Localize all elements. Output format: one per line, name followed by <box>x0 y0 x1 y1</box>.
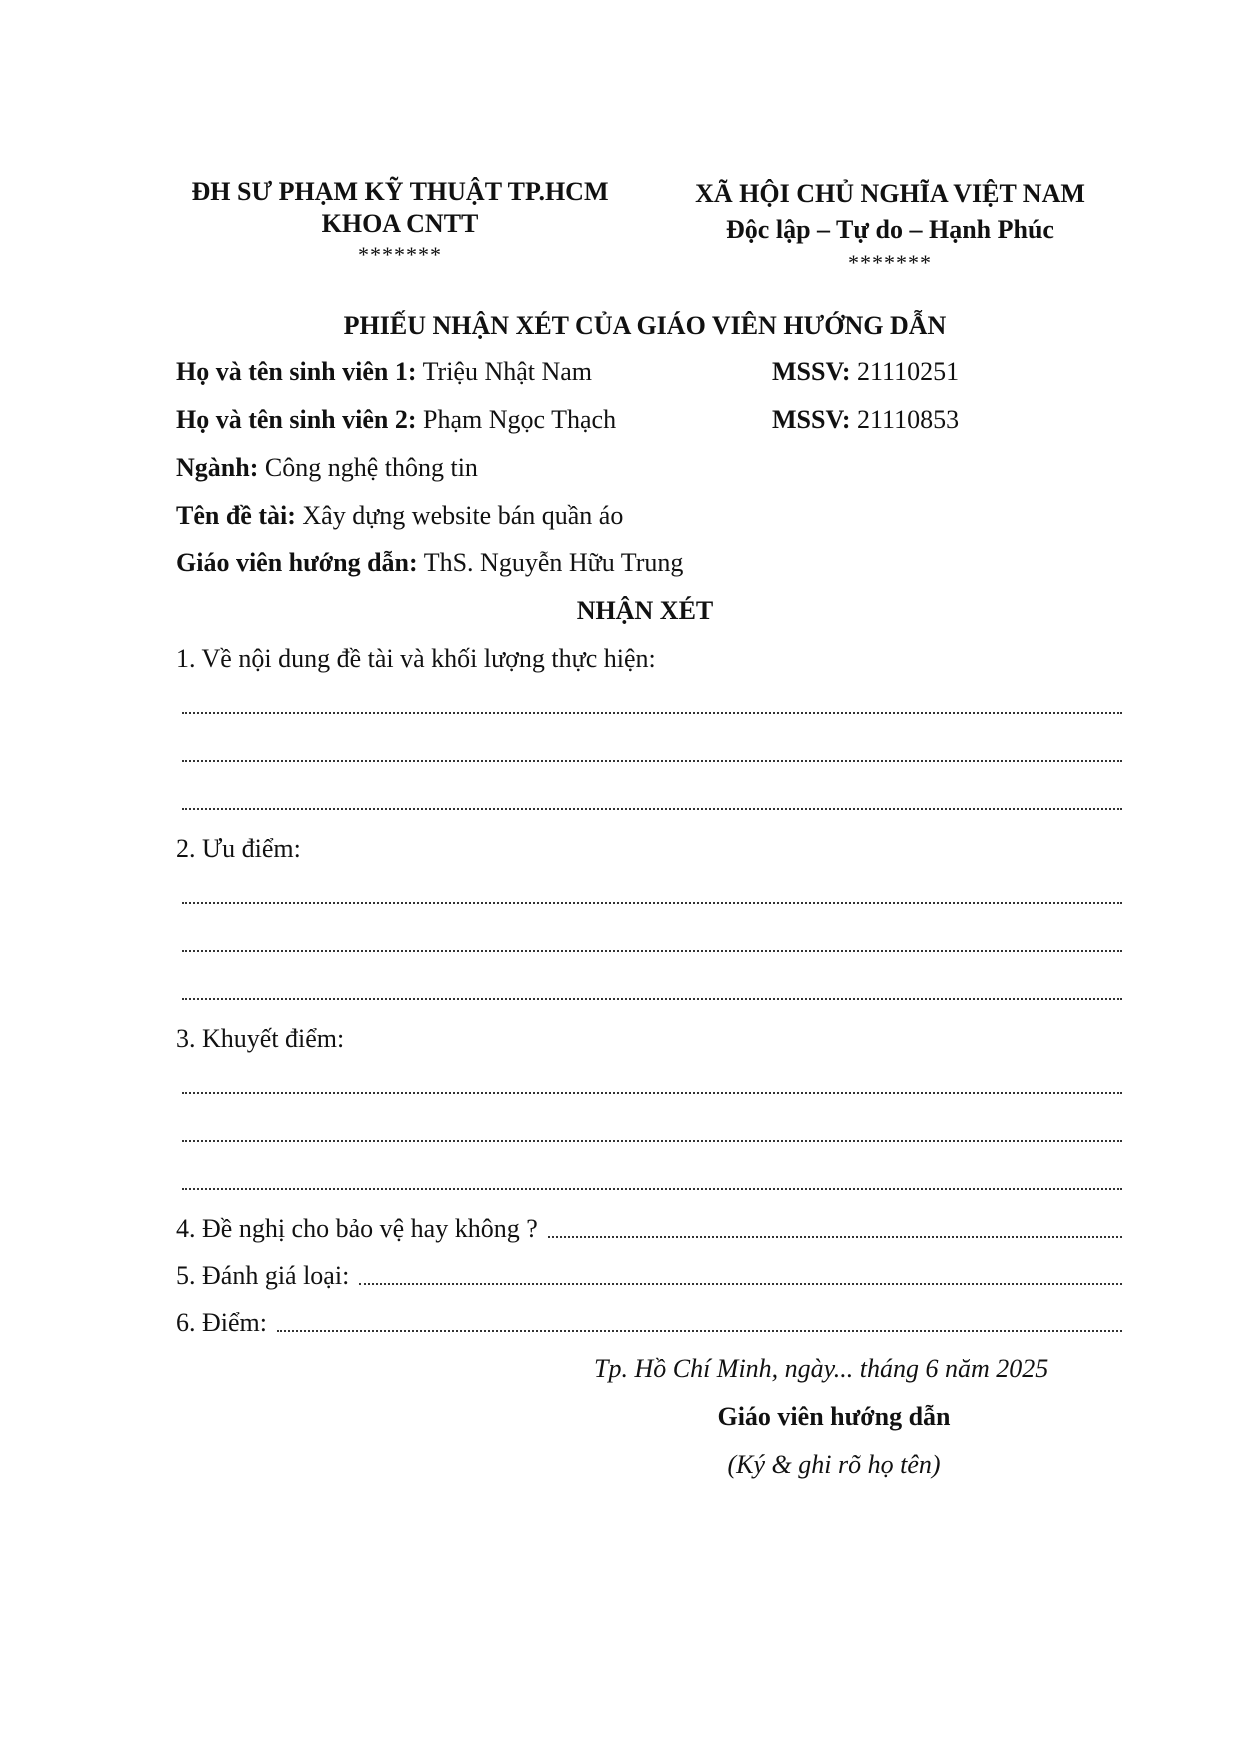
weaknesses-line-3[interactable] <box>182 1188 1122 1190</box>
advisor-row <box>176 547 683 579</box>
form-title: PHIẾU NHẬN XÉT CỦA GIÁO VIÊN HƯỚNG DẪN <box>343 311 947 340</box>
topic-row <box>176 500 623 532</box>
section-strengths-label: 2. Ưu điểm: <box>176 834 301 863</box>
faculty-name: KHOA CNTT <box>321 209 479 238</box>
header-left-stars: ******* <box>358 242 442 267</box>
header-right-stars: ******* <box>848 250 932 275</box>
strengths-line-3[interactable] <box>182 998 1122 1000</box>
score-line[interactable] <box>277 1330 1122 1332</box>
score-label: 6. Điểm: <box>176 1308 267 1337</box>
topic-value: Xây dựng website bán quần áo <box>302 501 624 530</box>
content-line-1[interactable] <box>182 712 1122 714</box>
student2-id: 21110853 <box>857 405 960 434</box>
major-value: Công nghệ thông tin <box>264 453 478 482</box>
content-line-2[interactable] <box>182 760 1122 762</box>
classification-label: 5. Đánh giá loại: <box>176 1261 350 1290</box>
section-content-label: 1. Về nội dung đề tài và khối lượng thực hiện: <box>176 644 656 673</box>
defense-recommendation-label: 4. Đề nghị cho bảo vệ hay không ? <box>176 1214 538 1243</box>
classification-line[interactable] <box>359 1283 1122 1285</box>
student1-name: Triệu Nhật Nam <box>422 357 593 386</box>
defense-recommendation-line[interactable] <box>548 1236 1122 1238</box>
country-motto-subtitle: Độc lập – Tự do – Hạnh Phúc <box>726 215 1054 244</box>
weaknesses-line-2[interactable] <box>182 1140 1122 1142</box>
classification-row <box>176 1260 1122 1292</box>
advisor-label: Giáo viên hướng dẫn: <box>176 548 418 577</box>
score-row <box>176 1307 1122 1339</box>
advisor-value: ThS. Nguyễn Hữu Trung <box>423 548 684 577</box>
student2-id-row <box>772 404 959 436</box>
major-row <box>176 452 478 484</box>
student2-id-label: MSSV: <box>772 405 851 434</box>
student1-label: Họ và tên sinh viên 1: <box>176 357 417 386</box>
student1-id-row <box>772 356 959 388</box>
weaknesses-line-1[interactable] <box>182 1092 1122 1094</box>
student1-row <box>176 356 592 388</box>
student2-row <box>176 404 616 436</box>
student2-label: Họ và tên sinh viên 2: <box>176 405 417 434</box>
university-name: ĐH SƯ PHẠM KỸ THUẬT TP.HCM <box>191 177 609 206</box>
strengths-line-2[interactable] <box>182 950 1122 952</box>
signature-role: Giáo viên hướng dẫn <box>717 1402 951 1431</box>
student1-id-label: MSSV: <box>772 357 851 386</box>
signature-note: (Ký & ghi rõ họ tên) <box>727 1450 941 1479</box>
section-weaknesses-label: 3. Khuyết điểm: <box>176 1024 345 1053</box>
student1-id: 21110251 <box>857 357 960 386</box>
place-date: Tp. Hồ Chí Minh, ngày... tháng 6 năm 2025 <box>594 1354 1049 1383</box>
review-heading: NHẬN XÉT <box>576 596 714 625</box>
country-motto-title: XÃ HỘI CHỦ NGHĨA VIỆT NAM <box>695 179 1085 208</box>
defense-recommendation-row <box>176 1213 1122 1245</box>
content-line-3[interactable] <box>182 808 1122 810</box>
major-label: Ngành: <box>176 453 259 482</box>
strengths-line-1[interactable] <box>182 902 1122 904</box>
topic-label: Tên đề tài: <box>176 501 296 530</box>
student2-name: Phạm Ngọc Thạch <box>423 405 617 434</box>
